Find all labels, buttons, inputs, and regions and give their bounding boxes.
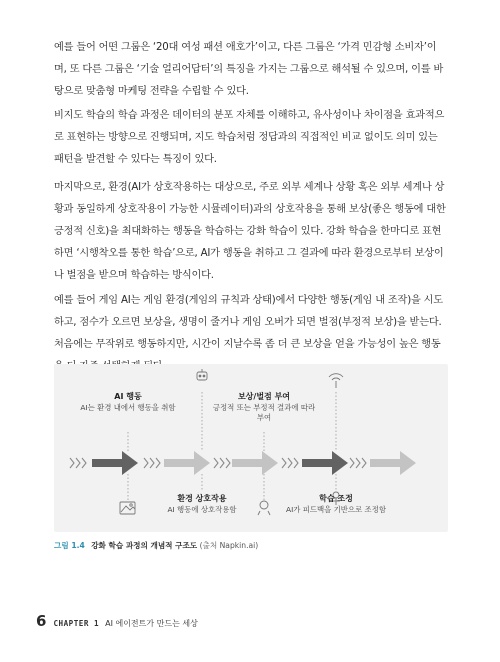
arrow-light-3 <box>232 451 278 475</box>
step-learning <box>281 494 391 515</box>
arrow-dark-4 <box>302 451 348 475</box>
image-icon <box>120 502 135 514</box>
rl-process-figure <box>54 364 448 532</box>
chapter-label: CHAPTER 1 <box>53 619 100 628</box>
chevron-group-1 <box>70 458 86 468</box>
caption-label: 그림 1.4 <box>54 541 85 550</box>
arrow-light-2 <box>164 451 210 475</box>
paragraph-reinforcement-learning: 마지막으로, 환경(AI가 상호작용하는 대상으로, 주로 외부 세계나 상황 혹은 외부 세계나 상황과 동일하게 상호작용이 가능한 시뮬레이터)과의 상호작용을 통해 보상(좋은 행동에 대한 긍정적 신호)을 최대화하는 행동을 학습하는 강화 학습이 있다. 강화 학습을 한마디로 표현하면 ‘시행착오를 통한 학습’으로, AI가 행동을 취하고 그 결과에 따라 환경으로부터 보상이나 벌점을 받으며 학습하는 방식이다. <box>54 182 446 281</box>
paragraph-unsupervised-learning: 비지도 학습의 학습 과정은 데이터의 분포 자체를 이해하고, 유사성이나 차이점을 효과적으로 표현하는 방향으로 진행되며, 지도 학습처럼 정답과의 직접적인 비교 없이도 의미 있는 패턴을 발견할 수 있다는 특징이 있다. <box>54 110 445 165</box>
caption-text: 강화 학습 과정의 개념적 구조도 <box>91 541 198 550</box>
step-ai-action-title: AI 행동 <box>114 392 142 401</box>
robot-icon <box>197 369 207 380</box>
arrow-light-5 <box>370 451 416 475</box>
chevron-group-4 <box>282 458 298 468</box>
figure-caption <box>54 540 258 551</box>
chevron-group-3 <box>214 458 230 468</box>
step-env-interaction <box>147 494 257 515</box>
paragraph-customer-groups: 예를 들어 어떤 그룹은 ‘20대 여성 패션 애호가’이고, 다른 그룹은 ‘가격 민감형 소비자’이며, 또 다른 그룹은 ‘기술 얼리어답터’의 특징을 가지는 그룹으로 해석될 수 있으며, 이를 바탕으로 맞춤형 마케팅 전략을 수립할 수 있다. <box>54 42 444 97</box>
step-reward <box>209 392 319 423</box>
page-footer <box>36 612 198 630</box>
caption-source: (출처 Napkin.ai) <box>199 541 259 550</box>
reward-icon <box>258 501 270 515</box>
page-number: 6 <box>36 612 47 630</box>
chapter-title: AI 에이전트가 만드는 세상 <box>105 619 198 628</box>
chevron-group-2 <box>144 458 160 468</box>
chevron-group-5 <box>350 458 366 468</box>
paragraph-game-ai-example: 예를 들어 게임 AI는 게임 환경(게임의 규칙과 상태)에서 다양한 행동(게임 내 조작)을 시도하고, 점수가 오르면 보상을, 생명이 줄거나 게임 오버가 되면 벌점(부정적 보상)을 받는다. 처음에는 무작위로 행동하지만, 시간이 지날수록 좀 더 큰 보상을 얻을 가능성이 높은 행동 <box>54 295 443 350</box>
step-ai-action <box>73 392 183 413</box>
step-learning-title: 학습 조정 <box>319 494 353 503</box>
step-ai-action-desc: AI는 환경 내에서 행동을 취함 <box>80 403 176 412</box>
step-env-interaction-title: 환경 상호작용 <box>177 494 227 503</box>
step-learning-desc: AI가 피드백을 기반으로 조정함 <box>286 505 386 514</box>
step-env-interaction-desc: AI 행동에 상호작용함 <box>167 505 237 514</box>
signal-icon <box>329 374 343 388</box>
arrow-dark-1 <box>92 451 138 475</box>
step-reward-desc: 긍정적 또는 부정적 결과에 따라 부여 <box>212 403 316 422</box>
step-reward-title: 보상/벌점 부여 <box>237 392 291 401</box>
